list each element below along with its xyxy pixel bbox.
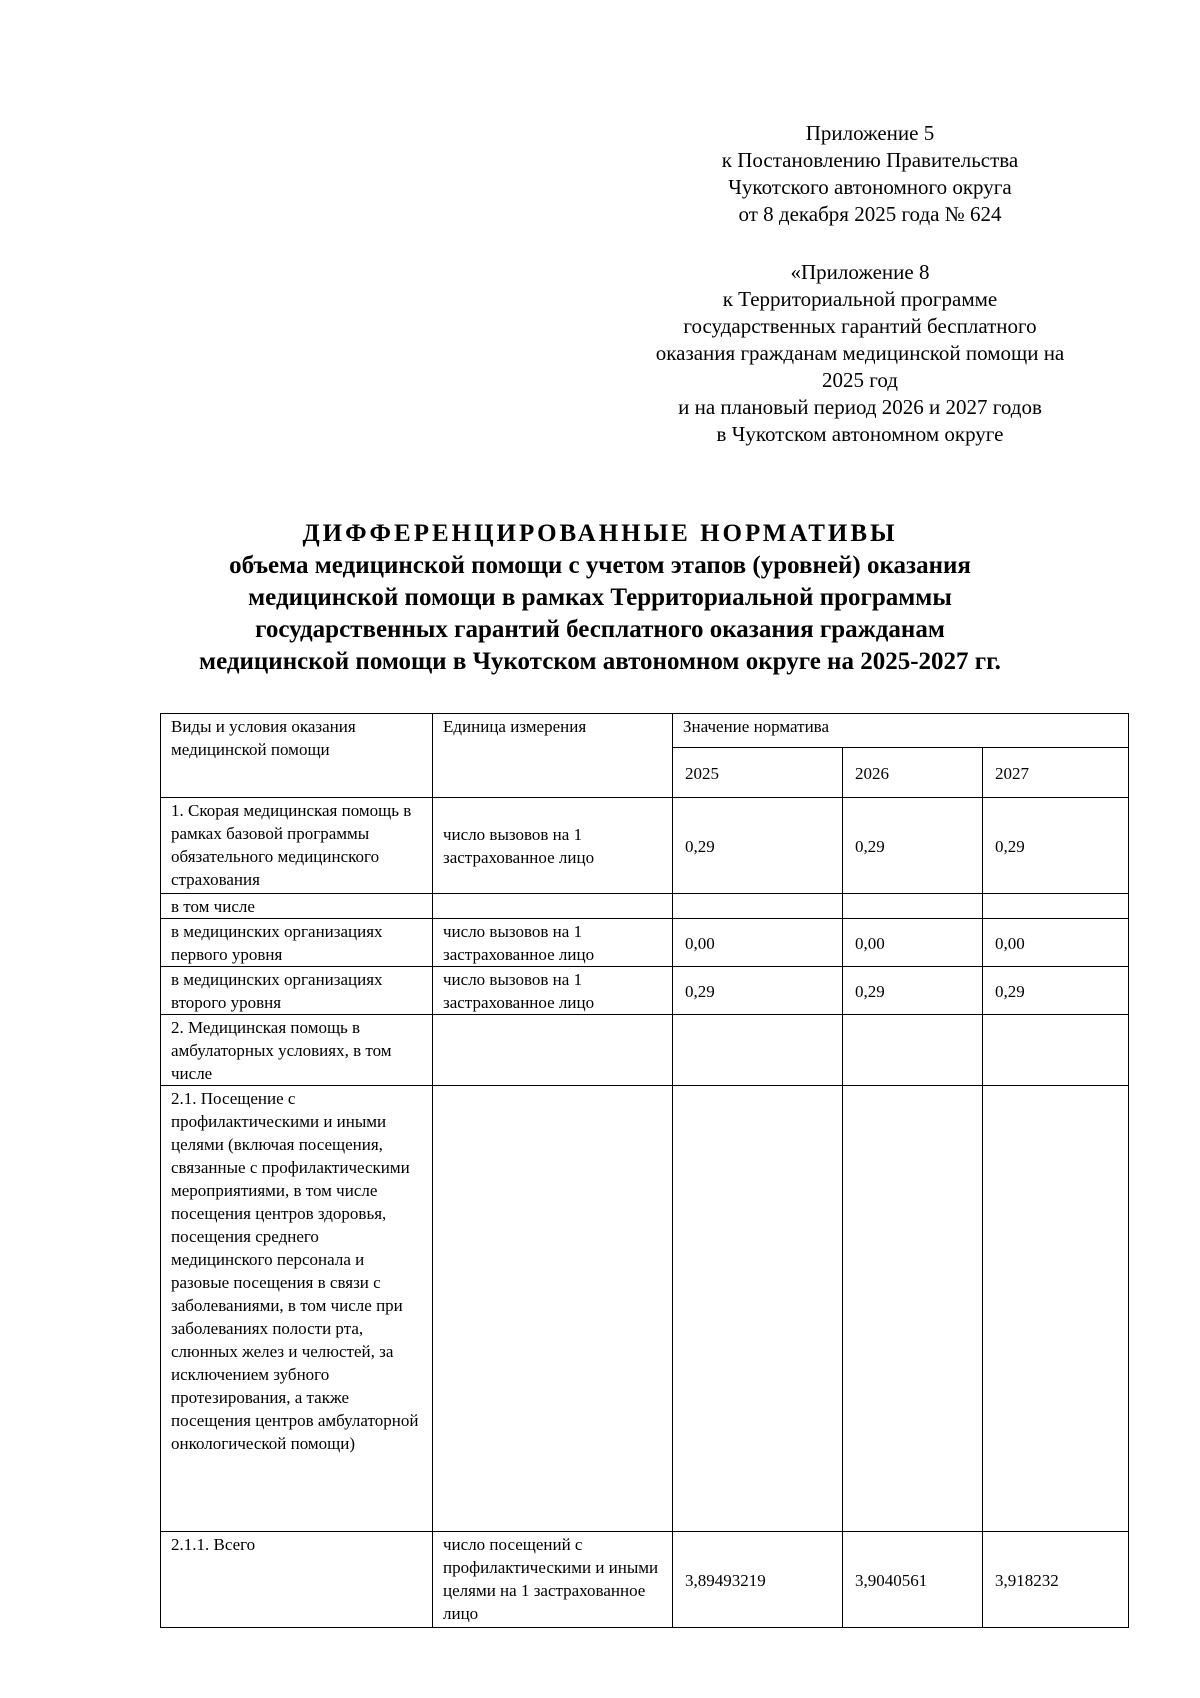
norms-table	[160, 713, 1129, 1628]
table-row	[161, 919, 1129, 967]
row-value: 0,29	[843, 967, 983, 1015]
table-header-row	[161, 714, 1129, 748]
row-value	[983, 1015, 1129, 1086]
header-year: 2026	[843, 748, 983, 798]
row-value	[983, 1086, 1129, 1532]
header-type: Виды и условия оказания медицинской помощи	[161, 714, 433, 798]
header-year: 2025	[673, 748, 843, 798]
row-value: 0,29	[673, 967, 843, 1015]
appendix-8-line: в Чукотском автономном округе	[716, 422, 1004, 446]
row-unit: число посещений с профилактическими и иными целями на 1 застрахованное лицо	[433, 1532, 673, 1628]
row-value: 0,00	[673, 919, 843, 967]
table-row	[161, 1015, 1129, 1086]
row-value	[673, 1015, 843, 1086]
row-unit	[433, 894, 673, 919]
row-value: 0,29	[983, 798, 1129, 894]
row-type: в медицинских организациях первого уровня	[161, 919, 433, 967]
row-value	[843, 894, 983, 919]
title-heading: ДИФФЕРЕНЦИРОВАННЫЕ НОРМАТИВЫ	[302, 520, 898, 547]
row-value	[673, 1086, 843, 1532]
appendix-8-line: оказания гражданам медицинской помощи на	[655, 341, 1065, 365]
row-type: 2.1. Посещение с профилактическими и иными целями (включая посещения, связанные с профилактическими мероприятиями, в том числе посещения центров здоровья, посещения среднего медицинского персонала и разовые посещения в связи с заболеваниями, в том числе при заболеваниях полости рта, слюнных желез и челюстей, за исключением зубного протезирования, а также посещения центров амбулаторной онкологической помощи)	[161, 1086, 433, 1532]
row-unit	[433, 1086, 673, 1532]
row-type: 1. Скорая медицинская помощь в рамках базовой программы обязательного медицинского страхования	[161, 798, 433, 894]
row-type: в том числе	[161, 894, 433, 919]
appendix-5-line: Чукотского автономного округа	[728, 175, 1012, 199]
row-unit	[433, 1015, 673, 1086]
row-value: 3,9040561	[843, 1532, 983, 1628]
appendix-8-line: и на плановый период 2026 и 2027 годов	[678, 395, 1042, 419]
row-value: 0,29	[843, 798, 983, 894]
row-value: 0,00	[843, 919, 983, 967]
appendix-8-line: государственных гарантий бесплатного	[683, 314, 1037, 338]
row-value: 0,29	[673, 798, 843, 894]
header-year: 2027	[983, 748, 1129, 798]
row-unit: число вызовов на 1 застрахованное лицо	[433, 919, 673, 967]
appendix-8-line: к Территориальной программе	[722, 287, 998, 311]
row-value: 0,29	[983, 967, 1129, 1015]
row-type: 2. Медицинская помощь в амбулаторных условиях, в том числе	[161, 1015, 433, 1086]
row-type: 2.1.1. Всего	[161, 1532, 433, 1628]
appendix-8-line: «Приложение 8	[790, 260, 930, 284]
title-line: объема медицинской помощи с учетом этапов (уровней) оказания	[229, 552, 971, 579]
row-value	[843, 1086, 983, 1532]
header-value: Значение норматива	[673, 714, 1129, 748]
table-row	[161, 967, 1129, 1015]
row-type: в медицинских организациях второго уровня	[161, 967, 433, 1015]
table-row	[161, 1532, 1129, 1628]
title-line: государственных гарантий бесплатного оказания гражданам	[255, 616, 945, 643]
header-unit: Единица измерения	[433, 714, 673, 798]
title-line: медицинской помощи в рамках Территориальной программы	[248, 584, 952, 611]
appendix-5-reference	[640, 120, 1100, 228]
table-row	[161, 1086, 1129, 1532]
row-value: 3,89493219	[673, 1532, 843, 1628]
row-unit: число вызовов на 1 застрахованное лицо	[433, 798, 673, 894]
table-row	[161, 894, 1129, 919]
appendix-8-line: 2025 год	[822, 368, 898, 392]
row-value	[673, 894, 843, 919]
row-unit: число вызовов на 1 застрахованное лицо	[433, 967, 673, 1015]
row-value	[983, 894, 1129, 919]
appendix-5-line: Приложение 5	[805, 121, 935, 145]
row-value: 3,918232	[983, 1532, 1129, 1628]
appendix-8-reference	[620, 259, 1100, 448]
title-line: медицинской помощи в Чукотском автономном округе на 2025-2027 гг.	[199, 648, 1001, 675]
appendix-5-line: к Постановлению Правительства	[721, 148, 1019, 172]
row-value	[843, 1015, 983, 1086]
row-value: 0,00	[983, 919, 1129, 967]
document-title	[120, 518, 1080, 678]
appendix-5-line: от 8 декабря 2025 года № 624	[738, 202, 1002, 226]
table-row	[161, 798, 1129, 894]
